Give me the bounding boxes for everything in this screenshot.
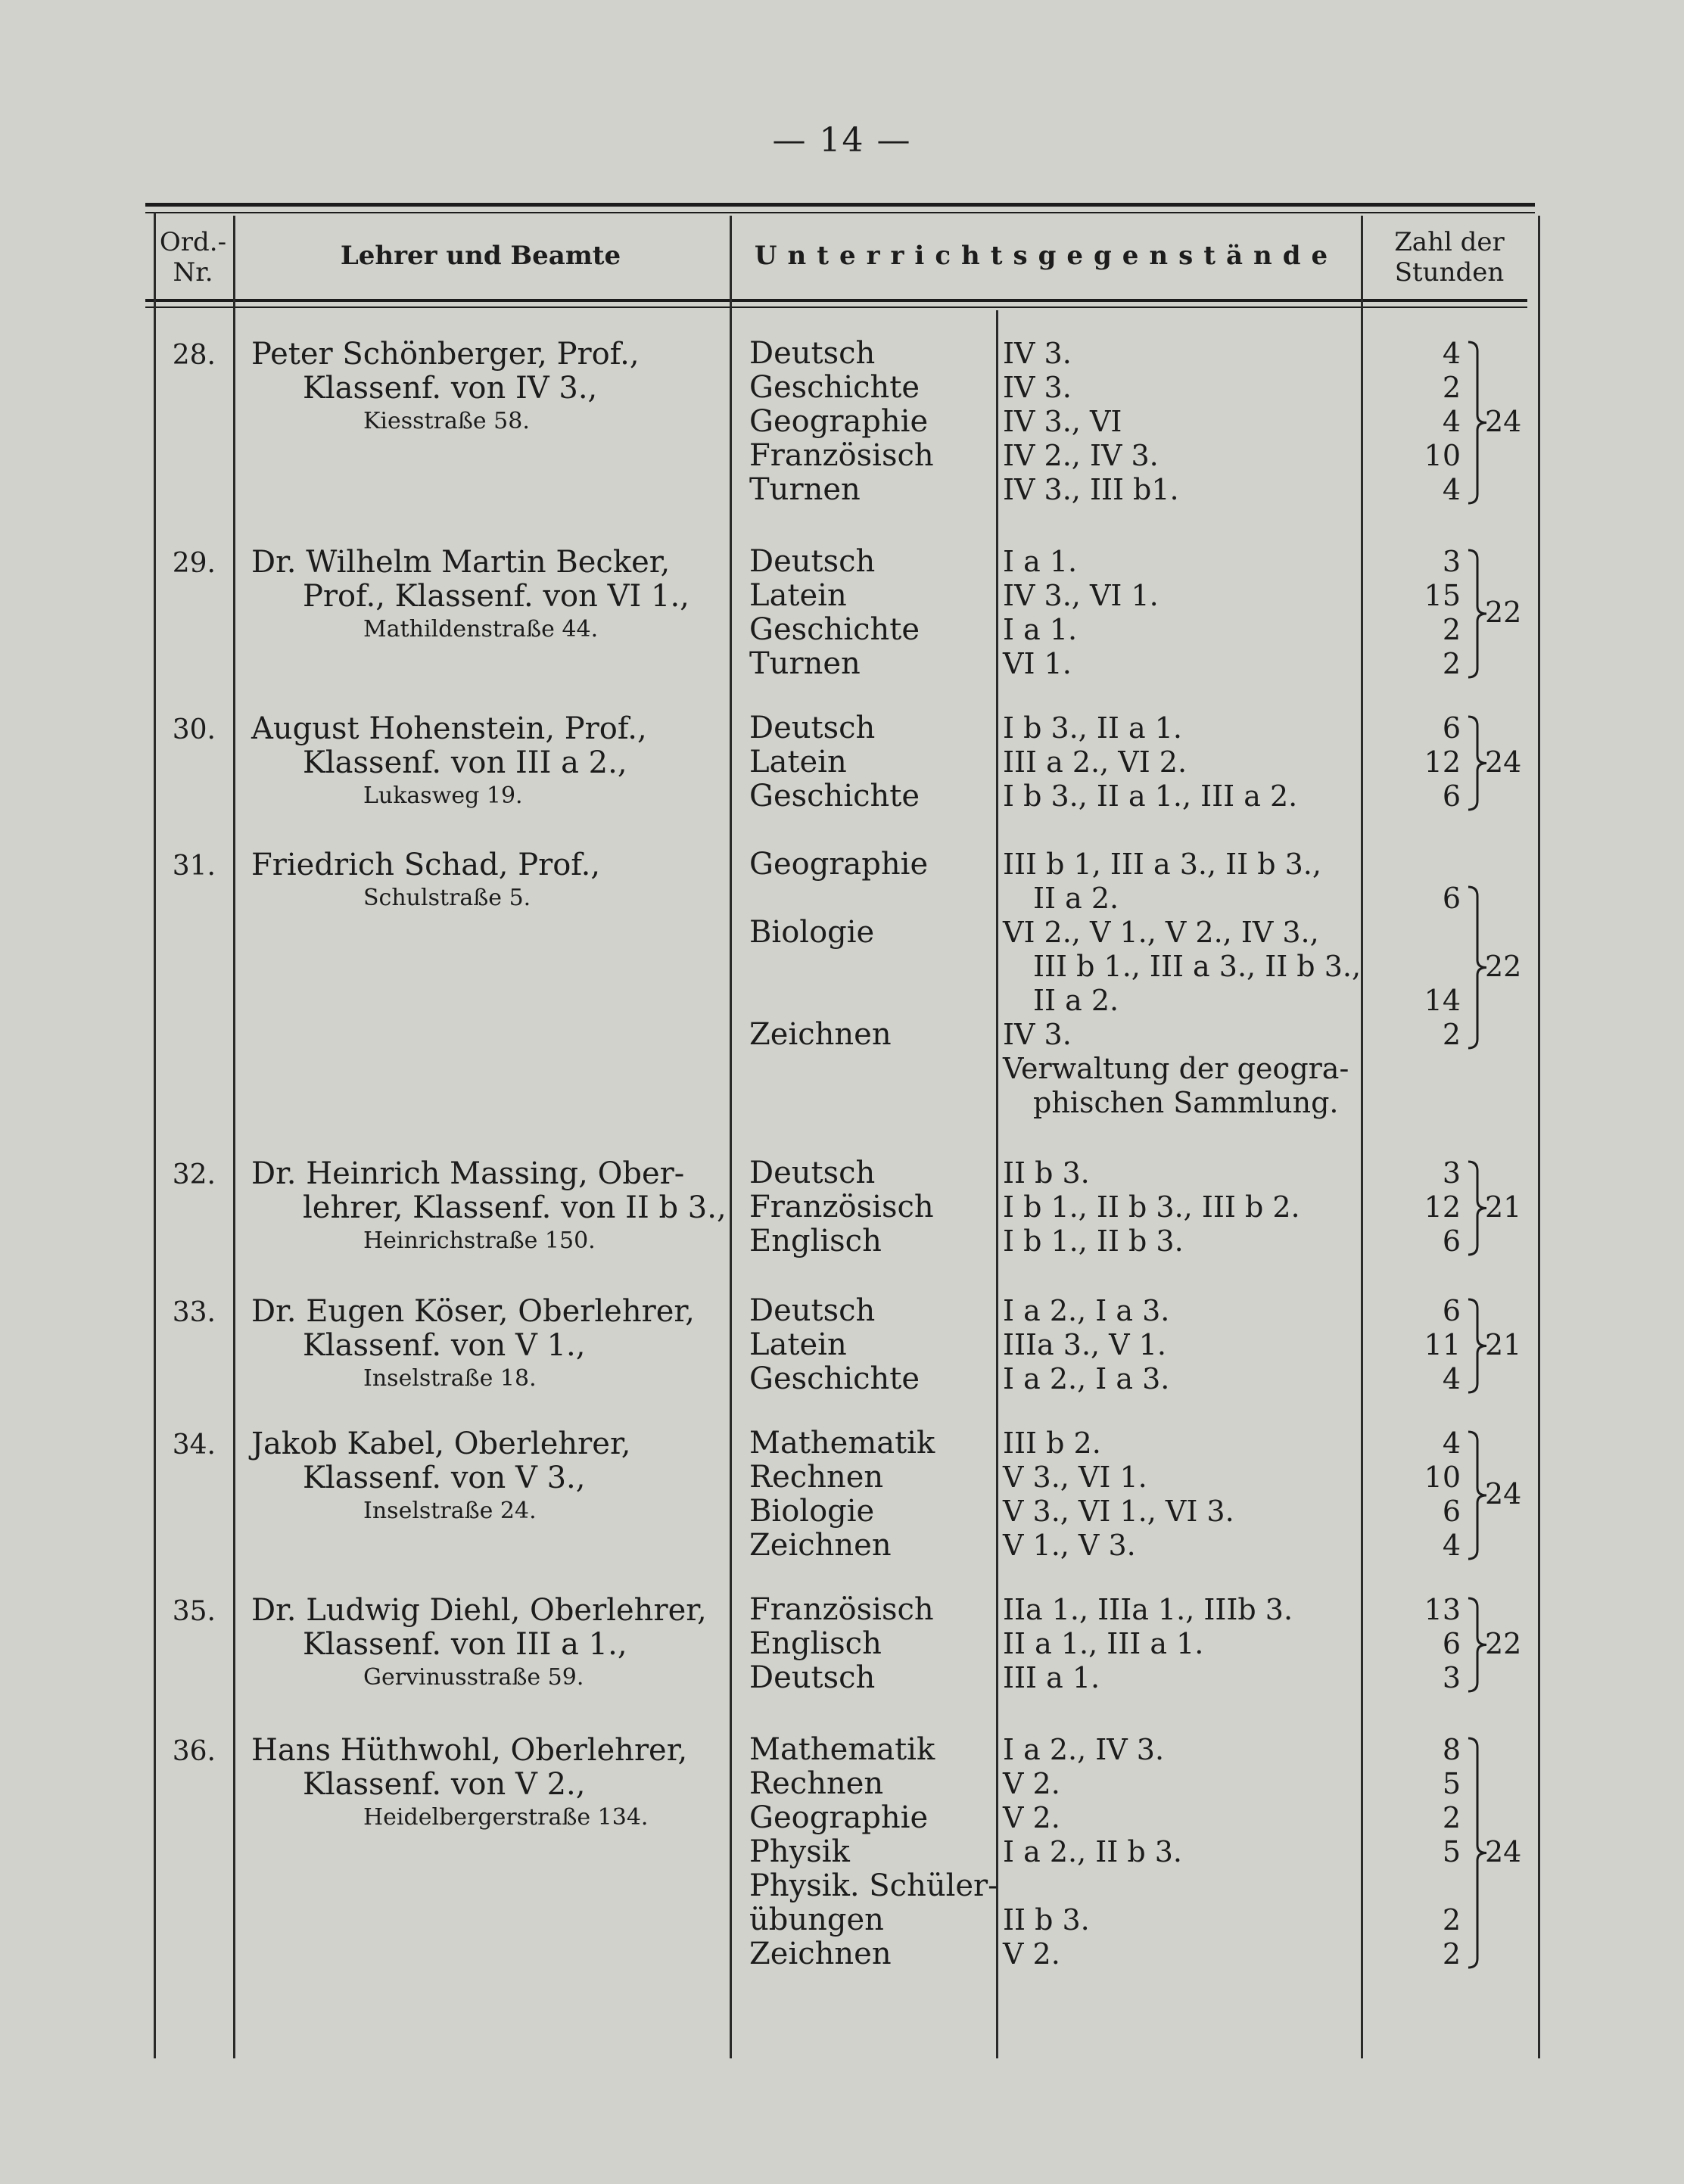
entry-number: 36. [172,1736,216,1767]
class-list: V 3., VI 1., VI 3. [1003,1495,1234,1528]
hours-value: 2 [1442,613,1461,646]
teacher-name-line: Klassenf. von III a 2., [303,745,627,780]
subject-name: Geographie [749,1800,929,1835]
subject-name: Englisch [749,1224,882,1258]
hours-value: 3 [1442,1156,1461,1190]
subject-name: Geographie [749,404,929,439]
subject-name: Deutsch [749,1660,876,1695]
class-list: IV 2., IV 3. [1003,439,1159,472]
total-hours: 21 [1485,1190,1522,1224]
subject-name: Turnen [749,472,861,507]
header-subjects: Unterrichtsgegenstände [754,241,1339,271]
class-list: II a 1., III a 1. [1003,1627,1204,1660]
subject-name: Deutsch [749,1156,876,1190]
teacher-name-line: Peter Schönberger, Prof., [251,337,640,372]
hours-value: 4 [1442,1362,1461,1395]
subject-name: Französisch [749,438,934,473]
class-list: I a 1. [1003,545,1078,578]
class-list: IV 3. [1003,337,1072,370]
header-teacher: Lehrer und Beamte [340,241,621,271]
class-list: IV 3., III b1. [1003,473,1179,506]
class-list: III a 2., VI 2. [1003,745,1188,779]
hours-value: 6 [1442,1495,1461,1528]
class-list: III b 1., III a 3., II b 3., [1033,950,1362,983]
class-list: V 2. [1003,1767,1060,1800]
class-list: II b 3. [1003,1156,1090,1190]
teacher-name-line: Klassenf. von V 1., [303,1328,586,1363]
hours-value: 5 [1442,1835,1461,1868]
total-hours: 24 [1485,1834,1522,1868]
teacher-name-line: Dr. Heinrich Massing, Ober- [251,1156,685,1191]
class-list: II a 2. [1033,984,1119,1017]
total-hours: 22 [1485,1626,1522,1660]
subject-name: Zeichnen [749,1528,892,1563]
teacher-address: Gervinusstraße 59. [363,1664,584,1691]
teacher-address: Mathildenstraße 44. [363,616,599,642]
teacher-name-line: Dr. Eugen Köser, Oberlehrer, [251,1294,695,1329]
column-line-teacher [730,216,732,2058]
teacher-name-line: lehrer, Klassenf. von II b 3., [303,1190,727,1225]
header-rule-thin [145,306,1527,308]
hours-value: 3 [1442,545,1461,578]
class-list: V 1., V 3. [1003,1529,1136,1562]
teacher-name-line: Prof., Klassenf. von VI 1., [303,579,689,614]
header-hours: Zahl der Stunden [1394,227,1505,288]
class-list: V 3., VI 1. [1003,1461,1147,1494]
entry-number: 32. [172,1159,216,1190]
entry-number: 34. [172,1430,216,1461]
class-list: I b 1., II b 3. [1003,1224,1184,1258]
total-hours: 24 [1485,1477,1522,1510]
subject-name: Geschichte [749,370,920,405]
class-list: IV 3., VI [1003,405,1122,438]
class-list: VI 1. [1003,647,1072,680]
column-line-left-border [154,212,156,2058]
class-list: IV 3. [1003,1018,1072,1051]
class-list: IV 3., VI 1. [1003,579,1159,612]
class-list: Verwaltung der geogra- [1003,1052,1349,1085]
subject-name: Deutsch [749,1293,876,1328]
teacher-name-line: Klassenf. von V 3., [303,1461,586,1495]
teacher-address: Heinrichstraße 150. [363,1227,596,1254]
subject-name: Deutsch [749,336,876,371]
teacher-name-line: Dr. Wilhelm Martin Becker, [251,545,671,580]
total-hours: 24 [1485,745,1522,779]
teacher-name-line: Hans Hüthwohl, Oberlehrer, [251,1733,688,1768]
hours-value: 6 [1442,711,1461,745]
class-list: V 2. [1003,1801,1060,1834]
subject-name: Biologie [749,915,875,950]
class-list: VI 2., V 1., V 2., IV 3., [1003,916,1319,949]
subject-name: Mathematik [749,1426,935,1461]
class-list: V 2. [1003,1937,1060,1971]
class-list: II a 2. [1033,882,1119,915]
class-list: IIIa 3., V 1. [1003,1328,1166,1361]
subject-name: Physik. Schüler- [749,1868,998,1903]
subject-name: Französisch [749,1592,934,1627]
class-list: I a 1. [1003,613,1078,646]
class-list: II b 3. [1003,1903,1090,1937]
class-list: IV 3. [1003,371,1072,404]
header-ordnr: Ord.- Nr. [159,227,227,288]
entry-number: 30. [172,714,216,745]
hours-value: 6 [1442,1627,1461,1660]
hours-value: 14 [1424,984,1461,1017]
teacher-name-line: Klassenf. von III a 1., [303,1627,627,1662]
total-hours: 22 [1485,596,1522,629]
teacher-name-line: Dr. Ludwig Diehl, Oberlehrer, [251,1593,707,1628]
subject-name: Latein [749,578,847,613]
hours-value: 4 [1442,1529,1461,1562]
hours-value: 4 [1442,473,1461,506]
teacher-name-line: Jakob Kabel, Oberlehrer, [251,1426,631,1461]
hours-value: 8 [1442,1733,1461,1766]
subject-name: Latein [749,1327,847,1362]
page-number: — 14 — [772,121,912,160]
subject-name: Rechnen [749,1766,884,1801]
column-line-subject [996,310,998,2058]
hours-value: 4 [1442,337,1461,370]
hours-value: 5 [1442,1767,1461,1800]
class-list: I a 2., II b 3. [1003,1835,1182,1868]
column-line-right-border [1538,216,1540,2058]
hours-value: 2 [1442,1801,1461,1834]
class-list: III a 1. [1003,1661,1100,1694]
teacher-address: Schulstraße 5. [363,885,531,911]
teacher-address: Lukasweg 19. [363,782,523,809]
hours-value: 6 [1442,779,1461,813]
hours-value: 11 [1424,1328,1461,1361]
class-list: III b 1, III a 3., II b 3., [1003,848,1321,881]
hours-value: 2 [1442,647,1461,680]
hours-value: 2 [1442,1937,1461,1971]
teacher-name-line: Friedrich Schad, Prof., [251,848,601,882]
subject-name: Zeichnen [749,1937,892,1971]
subject-name: Englisch [749,1626,882,1661]
hours-value: 6 [1442,1224,1461,1258]
subject-name: Zeichnen [749,1017,892,1052]
hours-value: 4 [1442,405,1461,438]
teacher-address: Heidelbergerstraße 134. [363,1804,649,1831]
hours-value: 13 [1424,1593,1461,1626]
teacher-name-line: Klassenf. von IV 3., [303,371,598,406]
entry-number: 31. [172,851,216,882]
class-list: I a 2., IV 3. [1003,1733,1165,1766]
entry-number: 29. [172,548,216,579]
column-line-classes [1361,216,1363,2058]
column-line-ordnr [233,216,235,2058]
teacher-address: Kiesstraße 58. [363,408,530,434]
total-hours: 21 [1485,1327,1522,1361]
teacher-address: Inselstraße 18. [363,1365,537,1392]
subject-name: Mathematik [749,1732,935,1767]
entry-number: 28. [172,340,216,371]
hours-value: 12 [1424,1190,1461,1224]
entry-number: 35. [172,1596,216,1627]
teacher-name-line: August Hohenstein, Prof., [251,711,647,746]
teacher-name-line: Klassenf. von V 2., [303,1767,586,1802]
hours-value: 10 [1424,439,1461,472]
subject-name: Deutsch [749,711,876,745]
class-list: III b 2. [1003,1426,1101,1460]
teacher-address: Inselstraße 24. [363,1498,537,1524]
total-hours: 22 [1485,949,1522,983]
subject-name: übungen [749,1902,884,1937]
class-list: I a 2., I a 3. [1003,1362,1170,1395]
subject-name: Geschichte [749,1361,920,1396]
hours-value: 3 [1442,1661,1461,1694]
subject-name: Geschichte [749,779,920,814]
hours-value: 4 [1442,1426,1461,1460]
hours-value: 12 [1424,745,1461,779]
subject-name: Geographie [749,847,929,882]
header-rule-thick [145,299,1527,302]
top-rule-thick [145,203,1535,207]
subject-name: Physik [749,1834,850,1869]
hours-value: 6 [1442,1294,1461,1327]
class-list: I b 3., II a 1. [1003,711,1182,745]
class-list: I b 1., II b 3., III b 2. [1003,1190,1300,1224]
subject-name: Rechnen [749,1460,884,1495]
subject-name: Deutsch [749,544,876,579]
total-hours: 24 [1485,404,1522,438]
class-list: I b 3., II a 1., III a 2. [1003,779,1298,813]
hours-value: 15 [1424,579,1461,612]
subject-name: Biologie [749,1494,875,1529]
subject-name: Französisch [749,1190,934,1224]
entry-number: 33. [172,1297,216,1328]
hours-value: 10 [1424,1461,1461,1494]
class-list: I a 2., I a 3. [1003,1294,1170,1327]
top-rule-thin [145,212,1535,213]
class-list: phischen Sammlung. [1033,1086,1339,1119]
subject-name: Turnen [749,646,861,681]
class-list: IIa 1., IIIa 1., IIIb 3. [1003,1593,1293,1626]
subject-name: Geschichte [749,612,920,647]
hours-value: 2 [1442,1018,1461,1051]
subject-name: Latein [749,745,847,779]
hours-value: 2 [1442,1903,1461,1937]
hours-value: 2 [1442,371,1461,404]
hours-value: 6 [1442,882,1461,915]
